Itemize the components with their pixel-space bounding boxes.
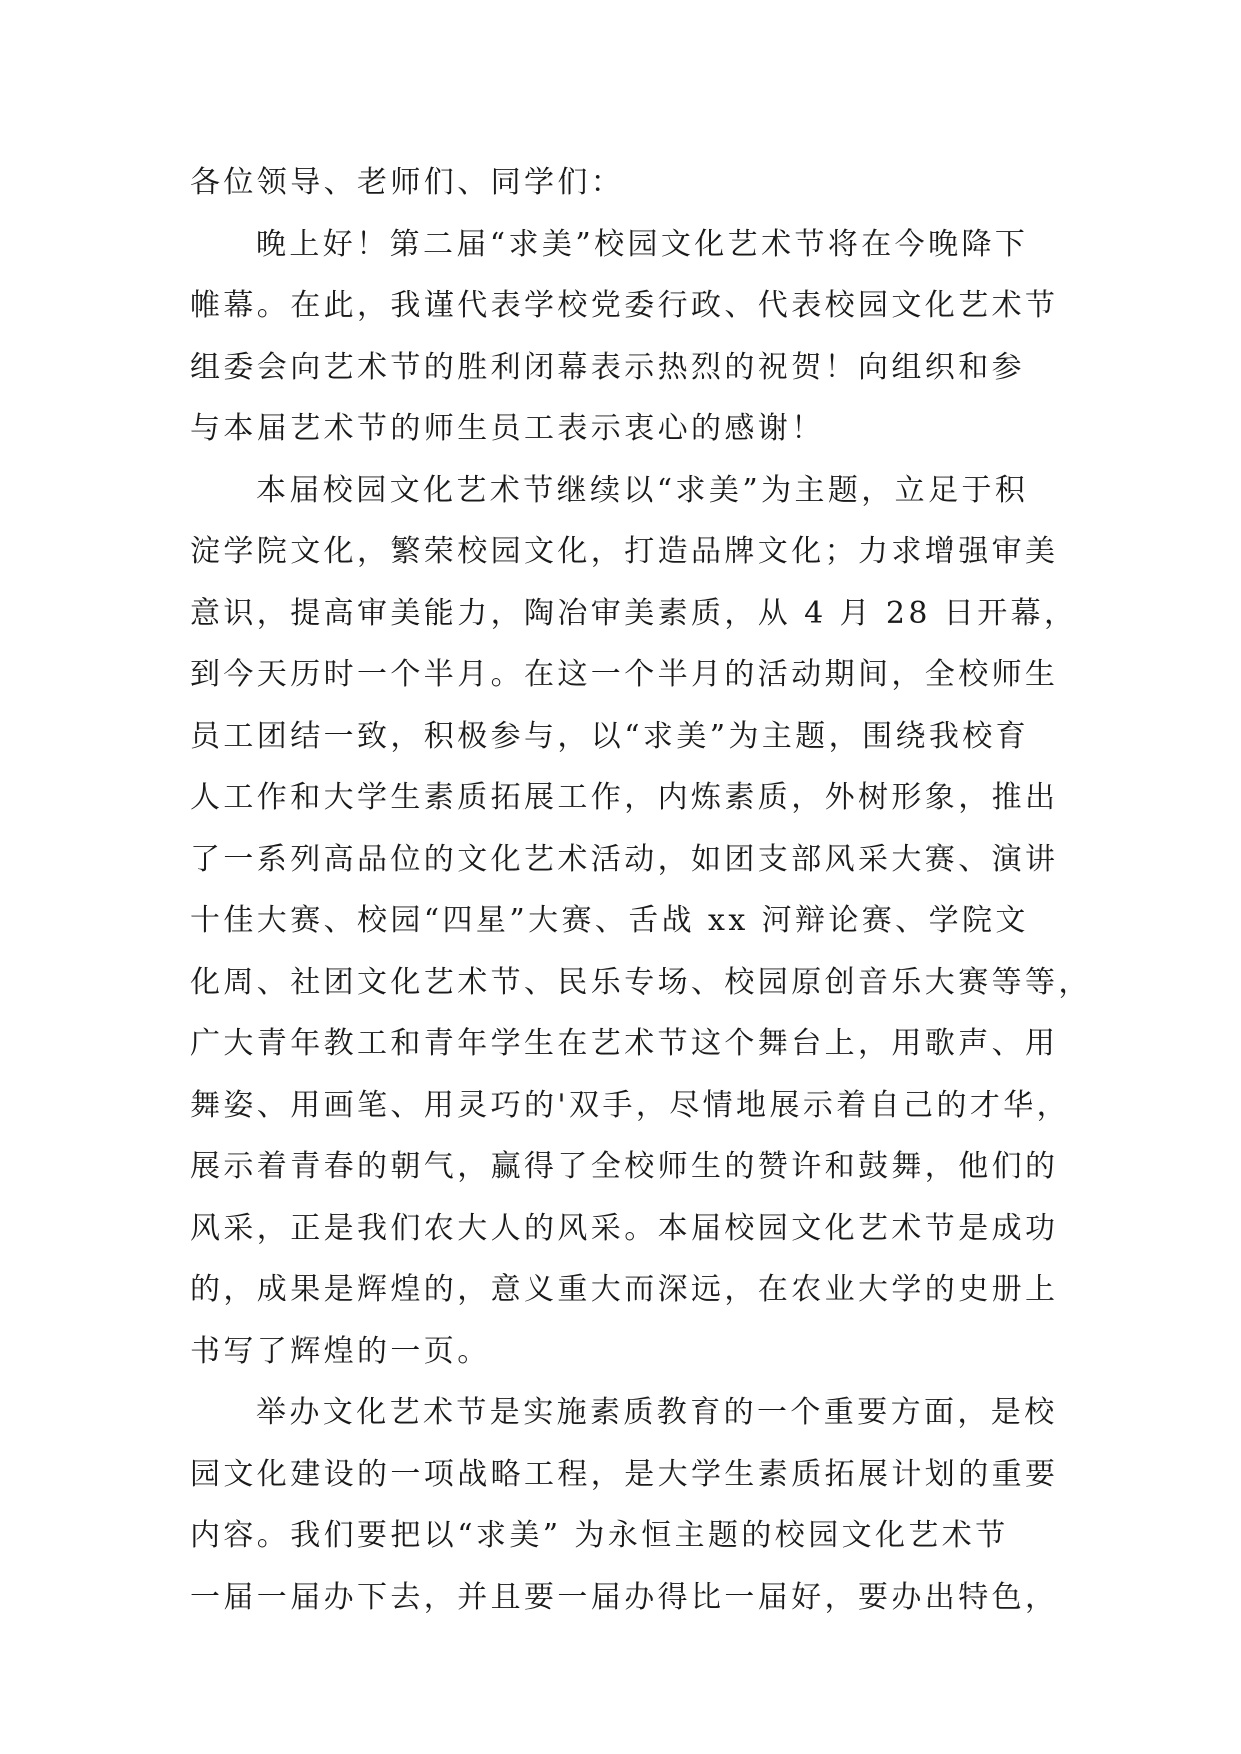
paragraph-2-line-11: 舞姿、用画笔、用灵巧的'双手，尽情地展示着自己的才华， <box>190 1087 1071 1123</box>
paragraph-3-line-1: 举办文化艺术节是实施素质教育的一个重要方面，是校 <box>256 1395 1058 1430</box>
paragraph-2-line-12: 展示着青春的朝气，赢得了全校师生的赞许和鼓舞，他们的 <box>190 1149 1059 1184</box>
paragraph-1-line-3: 组委会向艺术节的胜利闭幕表示热烈的祝贺！向组织和参 <box>190 349 1025 385</box>
paragraph-1-line-1: 晚上好！第二届“求美”校园文化艺术节将在今晚降下 <box>256 226 1029 262</box>
paragraph-1-line-4: 与本届艺术节的师生员工表示衷心的感谢！ <box>190 411 825 446</box>
paragraph-3-line-3: 内容。我们要把以“求美” 为永恒主题的校园文化艺术节 <box>190 1518 1009 1553</box>
paragraph-3-line-2: 园文化建设的一项战略工程，是大学生素质拓展计划的重要 <box>190 1456 1059 1492</box>
salutation-line: 各位领导、老师们、同学们： <box>190 165 625 200</box>
paragraph-2-line-3: 意识，提高审美能力，陶冶审美素质，从 4 月 28 日开幕， <box>190 595 1078 631</box>
paragraph-2-line-10: 广大青年教工和青年学生在艺术节这个舞台上，用歌声、用 <box>190 1026 1059 1061</box>
speech-body <box>190 152 1092 1628</box>
paragraph-2-line-15: 书写了辉煌的一页。 <box>190 1333 491 1369</box>
paragraph-2-line-8: 十佳大赛、校园“四星”大赛、舌战 xx 河辩论赛、学院文 <box>190 903 1029 938</box>
paragraph-2-line-14: 的，成果是辉煌的，意义重大而深远，在农业大学的史册上 <box>190 1272 1059 1307</box>
paragraph-2-line-2: 淀学院文化，繁荣校园文化，打造品牌文化；力求增强审美 <box>190 534 1059 569</box>
paragraph-1-line-2: 帷幕。在此，我谨代表学校党委行政、代表校园文化艺术节 <box>190 288 1059 323</box>
paragraph-2-line-13: 风采，正是我们农大人的风采。本届校园文化艺术节是成功 <box>190 1210 1059 1246</box>
paragraph-2-line-1: 本届校园文化艺术节继续以“求美”为主题，立足于积 <box>256 472 1029 508</box>
paragraph-2-line-6: 人工作和大学生素质拓展工作，内炼素质，外树形象，推出 <box>190 780 1059 815</box>
paragraph-2-line-4: 到今天历时一个半月。在这一个半月的活动期间，全校师生 <box>190 657 1059 692</box>
paragraph-2-line-7: 了一系列高品位的文化艺术活动，如团支部风采大赛、演讲 <box>190 841 1059 877</box>
paragraph-2-line-5: 员工团结一致，积极参与，以“求美”为主题，围绕我校育 <box>190 718 1030 754</box>
paragraph-3-line-4: 一届一届办下去，并且要一届办得比一届好，要办出特色， <box>190 1579 1059 1615</box>
paragraph-2-line-9: 化周、社团文化艺术节、民乐专场、校园原创音乐大赛等等， <box>190 964 1092 1000</box>
